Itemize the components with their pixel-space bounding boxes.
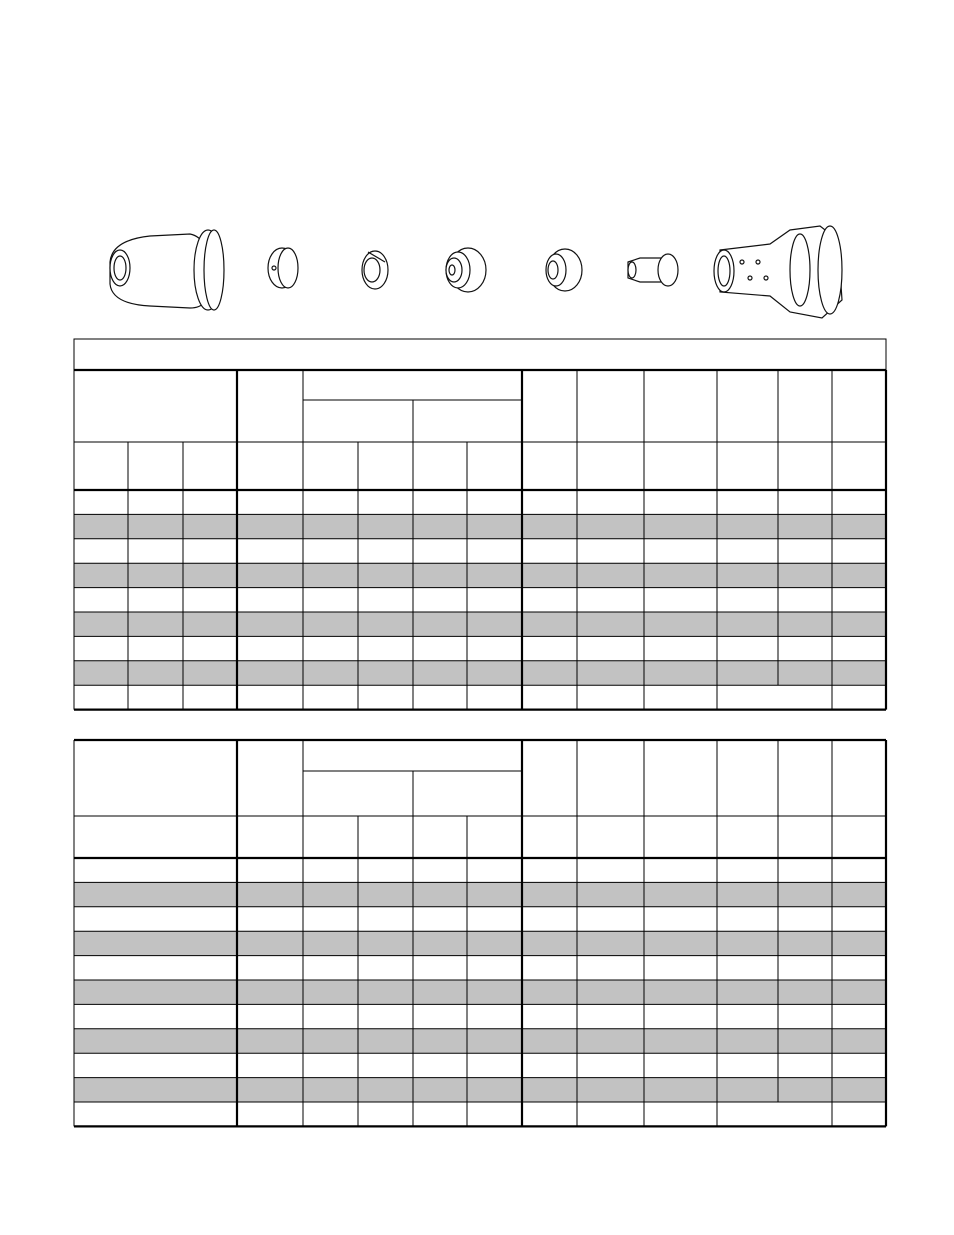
table-1-row-shade <box>74 612 886 636</box>
table-2-row-shade <box>74 1078 886 1102</box>
table-1-row-shade <box>74 514 886 538</box>
table-1-title-bar <box>74 339 886 370</box>
table-2-row-shade <box>74 980 886 1004</box>
table-2-row-shade <box>74 1029 886 1053</box>
table-2-row-shade <box>74 882 886 906</box>
table-2-row-shade <box>74 931 886 955</box>
table-1-row-shade <box>74 661 886 685</box>
table-1-row-shade <box>74 563 886 587</box>
